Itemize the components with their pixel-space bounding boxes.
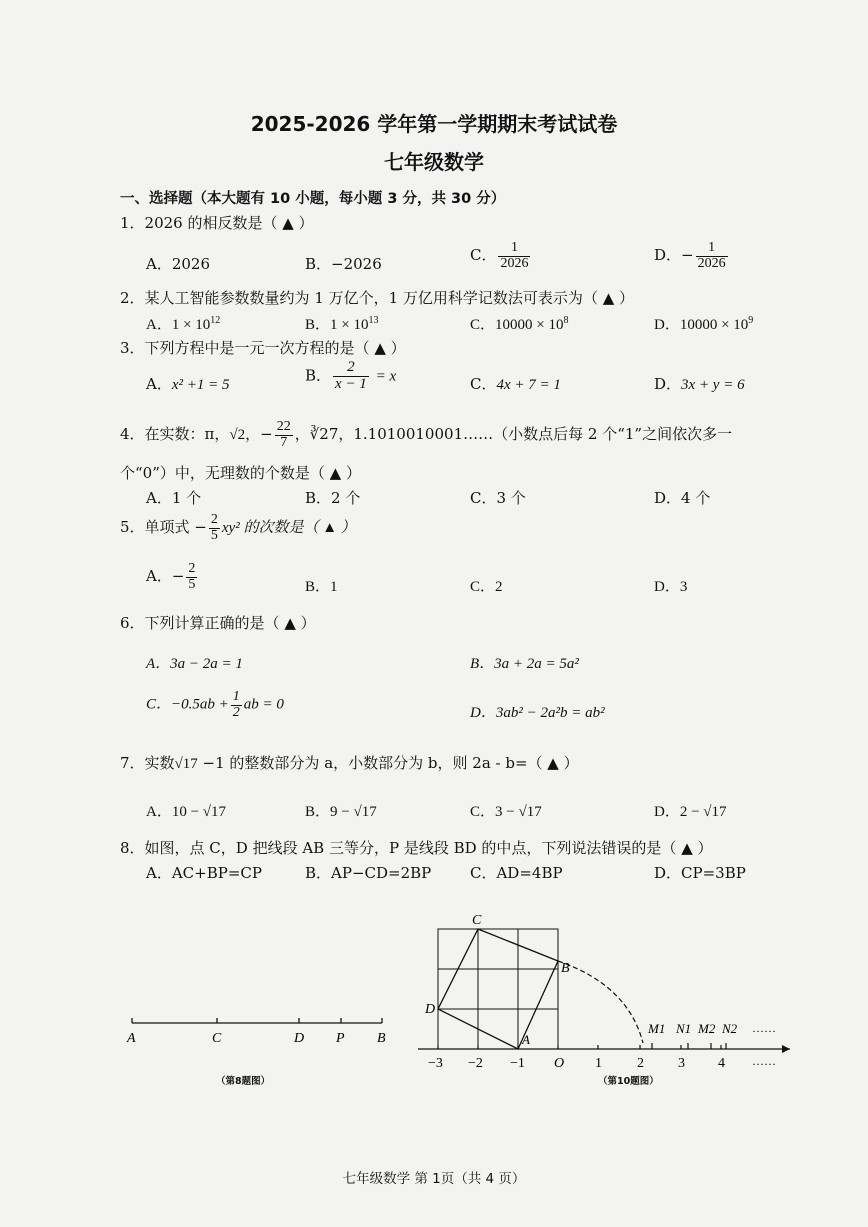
question-4-stem xyxy=(120,420,732,450)
q4-num: 22 xyxy=(276,419,291,434)
question-3-stem: 3．下列方程中是一元一次方程的是（ ▲ ） xyxy=(120,339,406,357)
figure-10-grid xyxy=(418,905,798,1075)
label-m2: M2 xyxy=(698,1021,716,1036)
q6-c-fraction xyxy=(231,690,242,720)
q2-option-a xyxy=(146,313,220,334)
q7-option-d: D．2 − √17 xyxy=(654,804,727,820)
label-n1: N1 xyxy=(676,1021,692,1036)
q2-c-text: C．10000 × 10 xyxy=(470,317,564,333)
page-subtitle: 七年级数学 xyxy=(384,150,484,174)
q8-option-d: D．CP=3BP xyxy=(654,864,746,882)
question-2-stem: 2．某人工智能参数数量约为 1 万亿个，1 万亿用科学记数法可表示为（ ▲ ） xyxy=(120,289,635,307)
q5-stem-b: xy² 的次数是（ ▲ ） xyxy=(221,520,356,537)
q2-d-exp: 9 xyxy=(748,315,754,326)
q3-d-expr: 3x + y = 6 xyxy=(681,377,745,393)
q6-c-den: 2 xyxy=(232,704,240,720)
label-grid-c: C xyxy=(472,913,482,928)
q6-c-tail: ab = 0 xyxy=(243,696,284,713)
question-4-line2: 个“0”）中，无理数的个数是（ ▲ ） xyxy=(120,464,361,482)
q1-d-den: 2026 xyxy=(697,255,726,271)
q5-a-label: A．− xyxy=(146,567,185,586)
axis-ticks xyxy=(438,1043,726,1049)
tick-label-neg3: −3 xyxy=(428,1056,443,1071)
q4-sqrt2: √2 xyxy=(229,427,246,444)
tick-label-neg1: −1 xyxy=(510,1056,525,1071)
q8-option-c: C．AD=4BP xyxy=(470,864,563,882)
q1-c-num: 1 xyxy=(498,241,530,257)
axis-arrow xyxy=(782,1045,790,1053)
q6-option-a: A．3a − 2a = 1 xyxy=(146,656,243,672)
q3-option-a xyxy=(146,373,230,394)
q6-c-num: 1 xyxy=(232,689,240,704)
question-7-stem xyxy=(120,752,579,773)
q6-option-b: B．3a + 2a = 5a² xyxy=(470,656,579,672)
q4-stem-a: 4．在实数：π， xyxy=(120,425,230,444)
q5-option-a xyxy=(146,562,199,592)
grid-lines xyxy=(438,929,558,1049)
question-1-stem: 1．2026 的相反数是（ ▲ ） xyxy=(120,214,314,232)
tick-label-neg2: −2 xyxy=(468,1056,483,1071)
q5-option-d: D．3 xyxy=(654,579,688,595)
q5-a-num: 2 xyxy=(188,561,196,576)
q3-option-c xyxy=(470,373,561,394)
q7-stem-c: −1 的整数部分为 a，小数部分为 b，则 2a - b=（ ▲ ） xyxy=(197,754,579,772)
question-6-stem: 6．下列计算正确的是（ ▲ ） xyxy=(120,614,316,632)
q3-c-expr: 4x + 7 = 1 xyxy=(496,377,561,393)
q7-option-b: B．9 − √17 xyxy=(305,804,377,820)
tick-label-2: 2 xyxy=(637,1056,644,1071)
q7-stem-a: 7．实数 xyxy=(120,754,175,772)
tick-label-3: 3 xyxy=(678,1056,685,1071)
q3-b-fraction xyxy=(333,360,369,393)
label-grid-b: B xyxy=(561,961,570,976)
q4-den: 7 xyxy=(280,434,288,450)
q3-b-den: x − 1 xyxy=(335,375,367,392)
q3-d-label: D． xyxy=(654,375,682,393)
tick-label-4: 4 xyxy=(718,1056,725,1071)
q7-sqrt17: √17 xyxy=(174,756,198,772)
q3-b-expr: = x xyxy=(375,368,397,385)
q2-option-b xyxy=(305,313,378,334)
q3-c-label: C． xyxy=(470,375,497,393)
q5-option-b: B．1 xyxy=(305,579,338,595)
q4-stem-c: ，− xyxy=(245,425,273,444)
q2-b-exp: 13 xyxy=(368,315,379,326)
tick-label-1: 1 xyxy=(595,1056,602,1071)
q1-option-d-fraction xyxy=(696,241,728,271)
q1-option-c-fraction xyxy=(498,241,530,271)
q3-a-expr: x² +1 = 5 xyxy=(171,377,230,393)
q3-b-label: B． xyxy=(305,366,332,385)
ellipsis-bottom: …… xyxy=(752,1054,776,1068)
grid-outer xyxy=(438,929,558,1049)
q5-a-fraction xyxy=(186,562,197,592)
q4-option-a: A．1 个 xyxy=(146,489,202,507)
label-grid-d: D xyxy=(425,1002,436,1017)
page-footer: 七年级数学 第 1页（共 4 页） xyxy=(342,1171,526,1187)
q1-option-d-label: D．− xyxy=(654,246,694,265)
q1-d-num: 1 xyxy=(696,241,728,257)
q5-stem-a: 5．单项式 − xyxy=(120,518,207,537)
q5-den: 5 xyxy=(210,527,218,543)
q6-option-d: D．3ab² − 2a²b = ab² xyxy=(470,705,605,721)
label-b: B xyxy=(377,1031,386,1046)
figure-10-caption: （第10题图） xyxy=(598,1076,659,1087)
q3-option-d xyxy=(654,373,745,394)
q4-option-c: C．3 个 xyxy=(470,489,526,507)
q8-option-b: B．AP−CD=2BP xyxy=(305,864,432,882)
q1-option-b: B．−2026 xyxy=(305,255,382,273)
square-abcd xyxy=(438,929,558,1049)
q6-c-label: C．−0.5ab + xyxy=(146,696,229,713)
q4-fraction xyxy=(275,420,293,450)
tick-label-o: O xyxy=(554,1056,565,1071)
q2-d-text: D．10000 × 10 xyxy=(654,317,749,333)
page-title: 2025-2026 学年第一学期期末考试试卷 xyxy=(250,112,618,136)
figure-8-caption: （第8题图） xyxy=(216,1076,271,1087)
label-grid-a: A xyxy=(522,1032,530,1047)
q2-option-c xyxy=(470,313,568,334)
q5-option-c: C．2 xyxy=(470,579,503,595)
label-a: A xyxy=(127,1031,136,1046)
arc-dashed xyxy=(558,961,643,1043)
ellipsis-top: …… xyxy=(752,1021,776,1035)
q3-a-label: A． xyxy=(146,375,172,393)
label-p: P xyxy=(336,1031,345,1046)
q8-option-a: A．AC+BP=CP xyxy=(146,864,262,882)
q6-option-c xyxy=(146,690,284,720)
q1-option-d xyxy=(654,241,730,271)
question-5-stem xyxy=(120,513,356,543)
q5-fraction xyxy=(209,513,220,543)
q4-option-b: B．2 个 xyxy=(305,489,361,507)
label-m1: M1 xyxy=(648,1021,666,1036)
q5-a-den: 5 xyxy=(188,576,196,592)
q1-option-c-label: C． xyxy=(470,246,497,265)
q3-option-b xyxy=(305,360,396,393)
question-8-stem: 8．如图，点 C，D 把线段 AB 三等分，P 是线段 BD 的中点，下列说法错误的是（ ▲ ） xyxy=(120,839,713,857)
q2-a-text: A．1 × 10 xyxy=(146,317,211,333)
q1-option-c xyxy=(470,241,532,271)
label-d: D xyxy=(294,1031,305,1046)
label-c: C xyxy=(212,1031,222,1046)
q3-b-num: 2 xyxy=(333,360,369,377)
q4-option-d: D．4 个 xyxy=(654,489,711,507)
q4-stem-d: ，∛27，1.1010010001……（小数点后每 2 个“1”之间依次多一 xyxy=(294,425,733,444)
q2-c-exp: 8 xyxy=(563,315,569,326)
q2-b-text: B．1 × 10 xyxy=(305,317,369,333)
q2-a-exp: 12 xyxy=(210,315,221,326)
label-n2: N2 xyxy=(722,1021,738,1036)
q1-c-den: 2026 xyxy=(500,255,529,271)
section-heading: 一、选择题（本大题有 10 小题，每小题 3 分，共 30 分） xyxy=(120,191,506,207)
q7-option-c: C．3 − √17 xyxy=(470,804,542,820)
figure-8-segment xyxy=(120,1010,400,1050)
q7-option-a: A．10 − √17 xyxy=(146,804,227,820)
q2-option-d xyxy=(654,313,753,334)
q1-option-a: A．2026 xyxy=(146,255,211,273)
q5-num: 2 xyxy=(210,512,218,527)
